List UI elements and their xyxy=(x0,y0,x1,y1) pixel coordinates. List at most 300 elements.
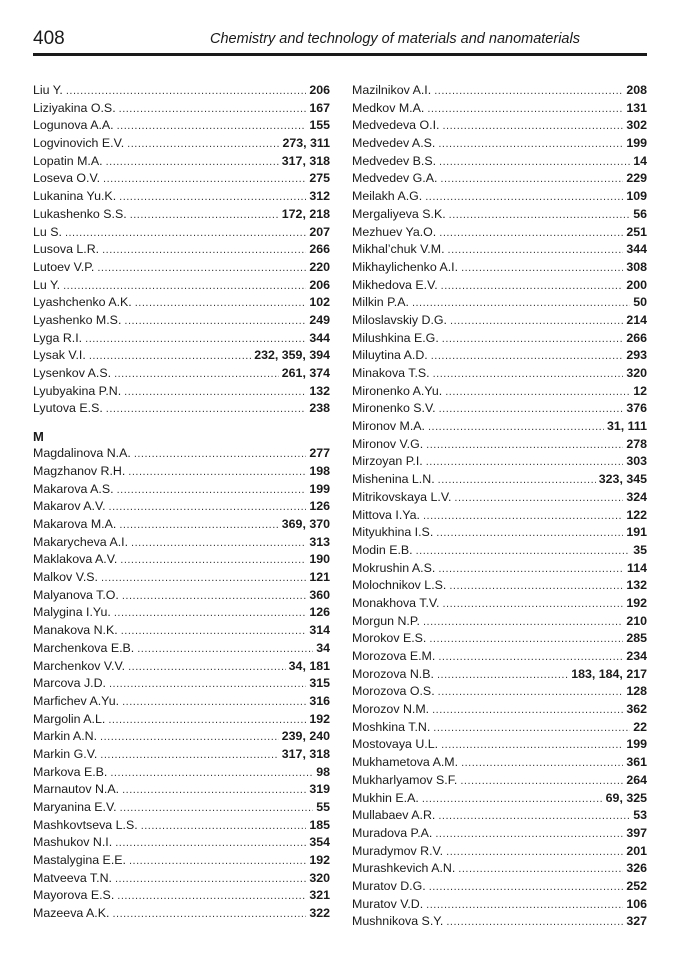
page-references: 320 xyxy=(309,870,330,885)
dot-leader xyxy=(137,640,313,659)
dot-leader xyxy=(422,790,603,809)
author-name: Miloslavskiy D.G. xyxy=(352,312,448,327)
page-references: 369, 370 xyxy=(281,517,330,531)
index-entry xyxy=(33,693,330,711)
author-name: Marchenkov V.V. xyxy=(33,658,126,673)
dot-leader xyxy=(439,153,630,172)
author-name: Mastalygina E.E. xyxy=(33,853,126,868)
page-references: 183, 184, 217 xyxy=(571,666,647,681)
section-letter-m: M xyxy=(33,428,44,444)
page-references: 322 xyxy=(309,906,330,921)
dot-leader xyxy=(438,135,623,154)
page-references: 397 xyxy=(626,825,647,840)
dot-leader xyxy=(115,834,306,853)
dot-leader xyxy=(65,224,306,243)
dot-leader xyxy=(426,436,623,455)
dot-leader xyxy=(438,648,623,667)
page-references: 199 xyxy=(626,737,647,752)
index-entry xyxy=(33,675,330,693)
index-entry xyxy=(33,569,330,587)
page-references: 22 xyxy=(633,719,647,734)
author-name: Maklakova A.V. xyxy=(33,552,118,567)
author-name: Magdalinova N.A. xyxy=(33,446,131,461)
index-entry xyxy=(352,330,647,348)
dot-leader xyxy=(434,82,623,101)
page-references: 132 xyxy=(309,383,330,398)
index-entry xyxy=(352,666,647,684)
dot-leader xyxy=(121,622,307,641)
author-name: Lusova L.R. xyxy=(33,242,100,257)
index-entry xyxy=(352,507,647,525)
dot-leader xyxy=(454,489,623,508)
dot-leader xyxy=(100,728,279,747)
dot-leader xyxy=(63,277,306,296)
page-references: 56 xyxy=(633,206,647,221)
index-entry xyxy=(352,790,647,808)
dot-leader xyxy=(432,701,623,720)
author-name: Molochnikov L.S. xyxy=(352,578,447,593)
page-references: 285 xyxy=(626,631,647,646)
author-name: Mullabaev A.R. xyxy=(352,808,436,823)
page-references: 172, 218 xyxy=(281,206,330,221)
page-references: 132 xyxy=(626,578,647,593)
dot-leader xyxy=(101,569,306,588)
index-entry xyxy=(352,418,647,436)
dot-leader xyxy=(438,560,624,579)
dot-leader xyxy=(114,365,279,384)
index-entry xyxy=(33,817,330,835)
index-entry xyxy=(33,188,330,206)
page-references: 344 xyxy=(309,330,330,345)
page-references: 50 xyxy=(633,295,647,310)
index-entry xyxy=(33,711,330,729)
dot-leader xyxy=(445,383,630,402)
page-references: 293 xyxy=(626,348,647,363)
page-references: 302 xyxy=(626,118,647,133)
index-entry xyxy=(352,365,647,383)
author-name: Miluytina A.D. xyxy=(352,348,428,363)
index-entry xyxy=(33,852,330,870)
page-references: 128 xyxy=(626,684,647,699)
page-references: 252 xyxy=(626,878,647,893)
dot-leader xyxy=(119,100,307,119)
index-entry xyxy=(33,799,330,817)
author-name: Lyubyakina P.N. xyxy=(33,383,122,398)
index-entry xyxy=(352,82,647,100)
page-references: 376 xyxy=(626,401,647,416)
index-entry xyxy=(33,312,330,330)
dot-leader xyxy=(442,117,623,136)
dot-leader xyxy=(117,481,307,500)
index-entry xyxy=(352,648,647,666)
page-references: 98 xyxy=(316,764,330,779)
author-name: Mirzoyan P.I. xyxy=(352,454,423,469)
page-references: 362 xyxy=(626,702,647,717)
author-name: Markova E.B. xyxy=(33,764,108,779)
page-references: 201 xyxy=(626,843,647,858)
dot-leader xyxy=(441,277,624,296)
author-name: Mikhaylichenko A.I. xyxy=(352,259,459,274)
page-references: 55 xyxy=(316,800,330,814)
author-name: Marchenkova E.B. xyxy=(33,640,135,655)
author-name: Mikhal’chuk V.M. xyxy=(352,242,445,257)
author-name: Minakova T.S. xyxy=(352,366,430,380)
index-entry xyxy=(352,170,647,188)
dot-leader xyxy=(97,259,306,278)
dot-leader xyxy=(439,400,624,419)
author-name: Manakova N.K. xyxy=(33,623,118,638)
dot-leader xyxy=(435,825,623,844)
page-references: 208 xyxy=(626,83,647,97)
index-list-l xyxy=(33,82,330,418)
index-entry xyxy=(33,241,330,259)
page-references: 251 xyxy=(626,224,647,239)
dot-leader xyxy=(128,463,306,482)
author-name: Morgun N.P. xyxy=(352,613,420,628)
author-name: Meilakh A.G. xyxy=(352,189,423,204)
page-references: 232, 359, 394 xyxy=(254,348,330,363)
page-references: 239, 240 xyxy=(281,729,330,744)
index-list-m xyxy=(33,445,330,923)
dot-leader xyxy=(438,807,630,826)
index-entry xyxy=(352,683,647,701)
index-entry xyxy=(33,481,330,499)
author-name: Malygina I.Yu. xyxy=(33,605,111,620)
author-name: Morozov N.M. xyxy=(352,702,430,717)
author-name: Liziyakina O.S. xyxy=(33,100,116,115)
page-references: 238 xyxy=(309,401,330,416)
index-entry xyxy=(33,153,330,171)
index-entry xyxy=(33,224,330,242)
dot-leader xyxy=(120,551,306,570)
author-name: Mukhin E.A. xyxy=(352,790,419,805)
page-references: 320 xyxy=(626,366,647,380)
author-name: Mironov V.G. xyxy=(352,436,424,451)
page-references: 206 xyxy=(309,83,330,97)
dot-leader xyxy=(449,206,631,225)
page-references: 229 xyxy=(626,171,647,186)
page-references: 354 xyxy=(309,835,330,850)
author-name: Makarova M.A. xyxy=(33,517,117,531)
dot-leader xyxy=(119,516,278,535)
index-column-right xyxy=(352,82,647,931)
dot-leader xyxy=(436,524,623,543)
dot-leader xyxy=(122,781,306,800)
author-name: Mushnikova S.Y. xyxy=(352,914,444,929)
page-references: 200 xyxy=(626,277,647,292)
author-name: Morozova E.M. xyxy=(352,649,436,663)
page-references: 199 xyxy=(626,136,647,151)
index-entry xyxy=(352,807,647,825)
index-list-m-continued xyxy=(352,82,647,931)
author-name: Mironenko A.Yu. xyxy=(352,383,443,398)
index-entry xyxy=(352,736,647,754)
author-name: Mergaliyeva S.K. xyxy=(352,206,446,221)
page-references: 192 xyxy=(309,853,330,868)
author-name: Medvedeva O.I. xyxy=(352,118,440,133)
dot-leader xyxy=(119,188,306,207)
page-references: 192 xyxy=(309,711,330,726)
page-number: 408 xyxy=(33,28,65,49)
dot-leader xyxy=(437,666,568,685)
index-entry xyxy=(352,913,647,931)
index-entry xyxy=(352,542,647,560)
index-entry xyxy=(352,754,647,772)
index-entry xyxy=(352,312,647,330)
author-name: Lukanina Yu.K. xyxy=(33,189,117,204)
index-entry xyxy=(352,100,647,118)
page-references: 121 xyxy=(309,570,330,585)
index-entry xyxy=(352,595,647,613)
author-name: Medvedev A.S. xyxy=(352,136,436,151)
author-name: Mitrikovskaya L.V. xyxy=(352,489,452,504)
dot-leader xyxy=(439,224,623,243)
page-references: 122 xyxy=(626,507,647,522)
index-column-left xyxy=(33,82,330,923)
dot-leader xyxy=(450,312,623,331)
page-references: 102 xyxy=(309,295,330,310)
author-name: Marcova J.D. xyxy=(33,676,106,691)
index-entry xyxy=(352,613,647,631)
index-entry xyxy=(33,870,330,888)
index-entry xyxy=(33,764,330,782)
page-references: 316 xyxy=(309,693,330,708)
index-entry xyxy=(352,577,647,595)
author-name: Mazilnikov A.I. xyxy=(352,83,432,97)
dot-leader xyxy=(442,330,624,349)
author-name: Makarycheva A.I. xyxy=(33,534,129,549)
index-entry xyxy=(33,294,330,312)
author-name: Markin A.N. xyxy=(33,729,98,744)
index-entry xyxy=(33,277,330,295)
author-name: Mityukhina I.S. xyxy=(352,525,434,540)
dot-leader xyxy=(423,507,623,526)
dot-leader xyxy=(117,117,307,136)
index-entry xyxy=(352,117,647,135)
page-references: 31, 111 xyxy=(607,419,647,434)
author-name: Muratov V.D. xyxy=(352,896,424,911)
dot-leader xyxy=(102,241,306,260)
page-references: 323, 345 xyxy=(598,472,647,487)
dot-leader xyxy=(130,206,279,225)
index-entry xyxy=(33,170,330,188)
author-name: Medvedev B.S. xyxy=(352,153,437,168)
page-references: 234 xyxy=(626,649,647,663)
author-name: Morozova N.B. xyxy=(352,666,434,681)
dot-leader xyxy=(429,878,624,897)
index-entry xyxy=(33,781,330,799)
author-name: Marfichev A.Yu. xyxy=(33,693,120,708)
author-name: Lu S. xyxy=(33,224,62,239)
author-name: Makarov A.V. xyxy=(33,499,106,514)
page-references: 106 xyxy=(626,896,647,911)
page-references: 34, 181 xyxy=(288,658,330,673)
index-entry xyxy=(33,498,330,516)
dot-leader xyxy=(441,736,623,755)
index-entry xyxy=(33,135,330,153)
page-references: 191 xyxy=(626,525,647,540)
author-name: Lutoev V.P. xyxy=(33,259,95,274)
index-entry xyxy=(352,383,647,401)
dot-leader xyxy=(426,896,623,915)
author-name: Mittova I.Ya. xyxy=(352,507,420,522)
index-entry xyxy=(33,534,330,552)
index-entry xyxy=(352,453,647,471)
page-references: 326 xyxy=(626,861,647,876)
page-references: 14 xyxy=(633,153,647,168)
page-references: 319 xyxy=(309,782,330,797)
author-name: Lopatin M.A. xyxy=(33,153,103,168)
dot-leader xyxy=(120,799,314,818)
index-entry xyxy=(352,896,647,914)
page-references: 277 xyxy=(309,446,330,461)
dot-leader xyxy=(442,595,623,614)
index-entry xyxy=(33,905,330,923)
dot-leader xyxy=(446,843,623,862)
index-entry xyxy=(33,604,330,622)
author-name: Loseva O.V. xyxy=(33,171,101,186)
dot-leader xyxy=(131,534,306,553)
index-entry xyxy=(352,135,647,153)
index-entry xyxy=(352,860,647,878)
author-name: Muratov D.G. xyxy=(352,878,426,893)
author-name: Mokrushin A.S. xyxy=(352,560,436,575)
author-name: Lysenkov A.S. xyxy=(33,366,112,380)
dot-leader xyxy=(438,471,596,490)
author-name: Modin E.B. xyxy=(352,542,413,557)
page-references: 199 xyxy=(309,481,330,496)
page-references: 321 xyxy=(309,888,330,903)
index-entry xyxy=(352,294,647,312)
page-references: 317, 318 xyxy=(281,746,330,761)
page-references: 131 xyxy=(626,100,647,115)
dot-leader xyxy=(85,330,306,349)
page-references: 126 xyxy=(309,605,330,620)
index-entry xyxy=(33,365,330,383)
page-references: 109 xyxy=(626,189,647,204)
page-references: 220 xyxy=(309,259,330,274)
index-entry xyxy=(33,259,330,277)
dot-leader xyxy=(109,675,306,694)
index-entry xyxy=(352,825,647,843)
page-references: 185 xyxy=(309,817,330,832)
dot-leader xyxy=(461,259,623,278)
dot-leader xyxy=(426,453,624,472)
page-references: 190 xyxy=(309,552,330,567)
page-references: 312 xyxy=(309,189,330,204)
index-entry xyxy=(352,259,647,277)
author-name: Malkov V.S. xyxy=(33,570,98,585)
index-entry xyxy=(352,701,647,719)
page-references: 12 xyxy=(633,383,647,398)
page-references: 126 xyxy=(309,499,330,514)
dot-leader xyxy=(66,82,306,101)
dot-leader xyxy=(423,613,623,632)
author-name: Morokov E.S. xyxy=(352,631,427,646)
dot-leader xyxy=(433,719,630,738)
index-entry xyxy=(33,551,330,569)
index-entry xyxy=(33,746,330,764)
author-name: Markin G.V. xyxy=(33,746,98,761)
author-name: Margolin A.L. xyxy=(33,711,106,726)
author-name: Mironov M.A. xyxy=(352,419,425,434)
running-title: Chemistry and technology of materials and nanomaterials xyxy=(210,31,580,47)
index-entry xyxy=(33,834,330,852)
dot-leader xyxy=(100,746,278,765)
page-references: 261, 374 xyxy=(281,366,330,380)
dot-leader xyxy=(106,400,307,419)
dot-leader xyxy=(416,542,631,561)
author-name: Logunova A.A. xyxy=(33,118,114,133)
page-references: 198 xyxy=(309,463,330,478)
author-name: Malyanova T.O. xyxy=(33,587,119,602)
page-references: 192 xyxy=(626,595,647,610)
index-entry xyxy=(33,82,330,100)
dot-leader xyxy=(128,658,286,677)
dot-leader xyxy=(428,418,604,437)
dot-leader xyxy=(112,905,306,924)
dot-leader xyxy=(141,817,307,836)
dot-leader xyxy=(124,312,306,331)
author-name: Milushkina E.G. xyxy=(352,330,439,345)
header-rule xyxy=(33,53,647,56)
index-entry xyxy=(352,630,647,648)
author-name: Lyutova E.S. xyxy=(33,401,103,416)
page-references: 214 xyxy=(626,312,647,327)
index-entry xyxy=(33,383,330,401)
index-entry xyxy=(33,100,330,118)
author-name: Maryanina E.V. xyxy=(33,800,117,814)
dot-leader xyxy=(425,188,623,207)
index-entry xyxy=(33,347,330,365)
author-name: Medkov M.A. xyxy=(352,100,425,115)
page-references: 313 xyxy=(309,534,330,549)
author-name: Mukharlyamov S.F. xyxy=(352,772,458,787)
page-references: 314 xyxy=(309,623,330,638)
index-entry xyxy=(352,241,647,259)
dot-leader xyxy=(108,711,306,730)
index-entry xyxy=(352,719,647,737)
page-references: 266 xyxy=(309,242,330,257)
index-entry xyxy=(352,843,647,861)
index-entry xyxy=(33,640,330,658)
index-entry xyxy=(352,772,647,790)
page-references: 53 xyxy=(633,808,647,823)
author-name: Muradova P.A. xyxy=(352,825,433,840)
dot-leader xyxy=(129,852,306,871)
dot-leader xyxy=(106,153,279,172)
dot-leader xyxy=(460,772,623,791)
index-entry xyxy=(352,188,647,206)
index-entry xyxy=(352,489,647,507)
page-references: 317, 318 xyxy=(281,153,330,168)
index-entry xyxy=(33,117,330,135)
page-references: 264 xyxy=(626,772,647,787)
author-name: Lyashchenko A.K. xyxy=(33,295,132,310)
dot-leader xyxy=(427,100,623,119)
dot-leader xyxy=(110,764,313,783)
dot-leader xyxy=(446,913,623,932)
author-name: Makarova A.S. xyxy=(33,481,114,496)
page-references: 273, 311 xyxy=(282,136,330,151)
page-references: 210 xyxy=(626,613,647,628)
index-entry xyxy=(352,524,647,542)
author-name: Murashkevich A.N. xyxy=(352,861,456,876)
dot-leader xyxy=(117,887,306,906)
author-name: Logvinovich E.V. xyxy=(33,136,125,151)
index-entry xyxy=(33,330,330,348)
page-references: 155 xyxy=(309,118,330,133)
